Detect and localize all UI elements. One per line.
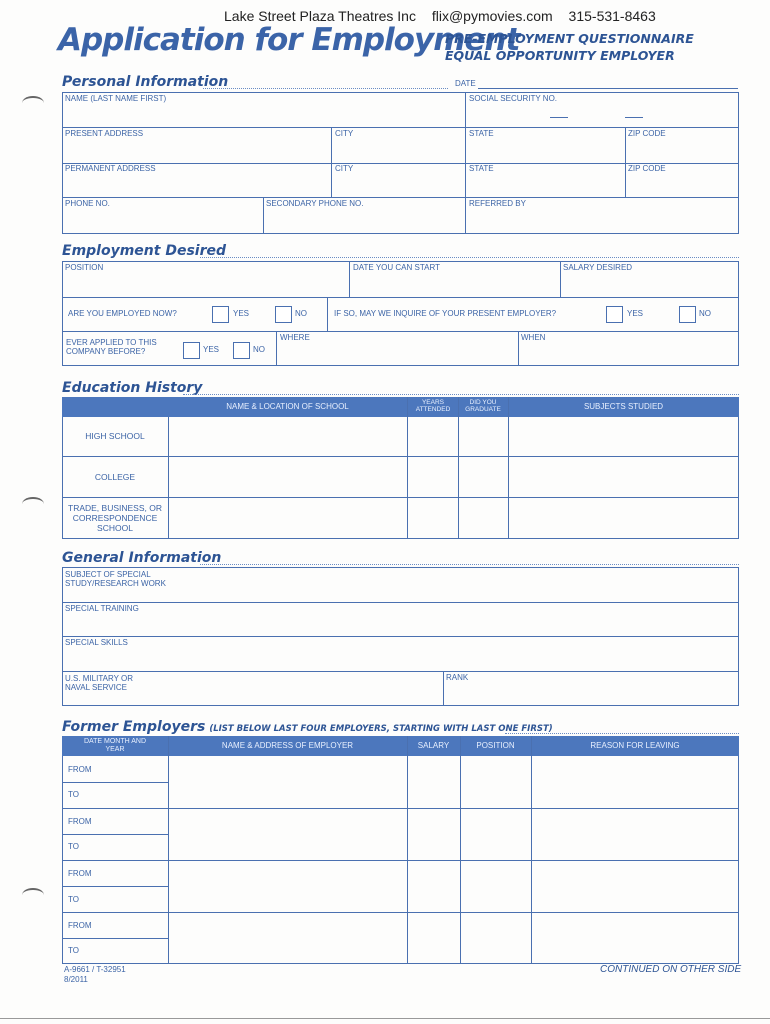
employed-now-label: ARE YOU EMPLOYED NOW? xyxy=(68,309,177,318)
where-label: WHERE xyxy=(280,333,310,342)
employed-yes-checkbox[interactable] xyxy=(212,306,229,323)
col-school-header: NAME & LOCATION OF SCHOOL xyxy=(226,402,349,411)
inquire-no-label: NO xyxy=(699,309,711,318)
subtitle-equal-opportunity: EQUAL OPPORTUNITY EMPLOYER xyxy=(445,48,675,63)
employer-4-to: TO xyxy=(68,946,79,955)
former-employers-note: (LIST BELOW LAST FOUR EMPLOYERS, STARTING WITH LAST ONE FIRST) xyxy=(209,724,553,734)
section-education-history: Education History xyxy=(62,380,203,396)
inquire-yes-checkbox[interactable] xyxy=(606,306,623,323)
binder-hole xyxy=(22,888,44,902)
applied-yes-checkbox[interactable] xyxy=(183,342,200,359)
present-address-label: PRESENT ADDRESS xyxy=(65,129,144,138)
inquire-label: IF SO, MAY WE INQUIRE OF YOUR PRESENT EMPLOYER? xyxy=(334,309,557,318)
employer-1-to: TO xyxy=(68,790,79,799)
heading-rule xyxy=(203,88,448,89)
row-college: COLLEGE xyxy=(94,472,136,482)
salary-desired-label: SALARY DESIRED xyxy=(563,263,633,272)
heading-rule xyxy=(200,257,739,258)
row-high-school: HIGH SCHOOL xyxy=(85,431,145,441)
ssn-label: SOCIAL SECURITY NO. xyxy=(469,94,558,103)
employed-no-label: NO xyxy=(295,309,307,318)
applied-yes-label: YES xyxy=(203,345,220,354)
position-label: POSITION xyxy=(65,263,104,272)
phone-label: PHONE NO. xyxy=(65,199,110,208)
company-email: flix@pymovies.com xyxy=(431,8,553,24)
binder-hole xyxy=(22,497,44,511)
employer-3-to: TO xyxy=(68,895,79,904)
row-trade-school: TRADE, BUSINESS, OR CORRESPONDENCE SCHOOL xyxy=(68,503,162,534)
applied-before-label: EVER APPLIED TO THIS COMPANY BEFORE? xyxy=(66,338,157,357)
col-reason-header: REASON FOR LEAVING xyxy=(590,741,680,750)
section-personal-information: Personal Information xyxy=(62,74,229,90)
form-date: 8/2011 xyxy=(64,974,88,984)
col-graduate-header: DID YOU GRADUATE xyxy=(465,399,501,414)
special-skills-label: SPECIAL SKILLS xyxy=(65,638,128,647)
special-study-label: SUBJECT OF SPECIAL STUDY/RESEARCH WORK xyxy=(65,570,166,589)
heading-rule xyxy=(505,733,739,734)
present-city-label: CITY xyxy=(335,129,354,138)
col-position-header: POSITION xyxy=(476,741,515,750)
present-state-label: STATE xyxy=(469,129,494,138)
form-title: Application for Employment xyxy=(58,22,520,58)
rank-label: RANK xyxy=(446,673,469,682)
section-employment-desired: Employment Desired xyxy=(62,243,227,259)
subtitle-questionnaire: PRE-EMPLOYMENT QUESTIONNAIRE xyxy=(445,31,694,46)
employer-1-from: FROM xyxy=(68,765,92,774)
date-field[interactable] xyxy=(478,88,738,89)
permanent-zip-label: ZIP CODE xyxy=(628,164,666,173)
employer-2-to: TO xyxy=(68,842,79,851)
col-years-header: YEARS ATTENDED xyxy=(415,399,451,414)
date-label: DATE xyxy=(455,79,476,88)
employed-yes-label: YES xyxy=(233,309,250,318)
start-date-label: DATE YOU CAN START xyxy=(353,263,440,272)
former-employers-title: Former Employers xyxy=(62,719,206,735)
page-edge xyxy=(0,1018,770,1019)
applied-no-checkbox[interactable] xyxy=(233,342,250,359)
inquire-no-checkbox[interactable] xyxy=(679,306,696,323)
referred-by-label: REFERRED BY xyxy=(469,199,526,208)
form-number: A-9661 / T-32951 xyxy=(64,965,126,974)
permanent-city-label: CITY xyxy=(335,164,354,173)
employer-2-from: FROM xyxy=(68,817,92,826)
special-training-label: SPECIAL TRAINING xyxy=(65,604,139,613)
binder-hole xyxy=(22,96,44,110)
military-label: U.S. MILITARY OR NAVAL SERVICE xyxy=(65,674,134,693)
name-label: NAME (LAST NAME FIRST) xyxy=(65,94,167,103)
company-name: Lake Street Plaza Theatres Inc xyxy=(224,8,416,24)
former-employers-table xyxy=(62,736,739,964)
col-employer-header: NAME & ADDRESS OF EMPLOYER xyxy=(221,741,354,750)
permanent-state-label: STATE xyxy=(469,164,494,173)
heading-rule xyxy=(183,394,739,395)
form-code xyxy=(64,965,126,984)
applied-no-label: NO xyxy=(253,345,265,354)
col-subjects-header: SUBJECTS STUDIED xyxy=(583,402,664,411)
inquire-yes-label: YES xyxy=(627,309,644,318)
company-phone: 315-531-8463 xyxy=(568,8,656,24)
heading-rule xyxy=(200,564,739,565)
section-former-employers xyxy=(62,719,553,735)
when-label: WHEN xyxy=(521,333,546,342)
continued-note: CONTINUED ON OTHER SIDE xyxy=(600,964,742,975)
section-general-information: General Information xyxy=(62,550,222,566)
present-zip-label: ZIP CODE xyxy=(628,129,666,138)
employed-no-checkbox[interactable] xyxy=(275,306,292,323)
permanent-address-label: PERMANENT ADDRESS xyxy=(65,164,156,173)
employer-4-from: FROM xyxy=(68,921,92,930)
secondary-phone-label: SECONDARY PHONE NO. xyxy=(266,199,364,208)
col-date-header: DATE MONTH AND YEAR xyxy=(83,738,147,753)
col-salary-header: SALARY xyxy=(417,741,450,750)
employer-3-from: FROM xyxy=(68,869,92,878)
